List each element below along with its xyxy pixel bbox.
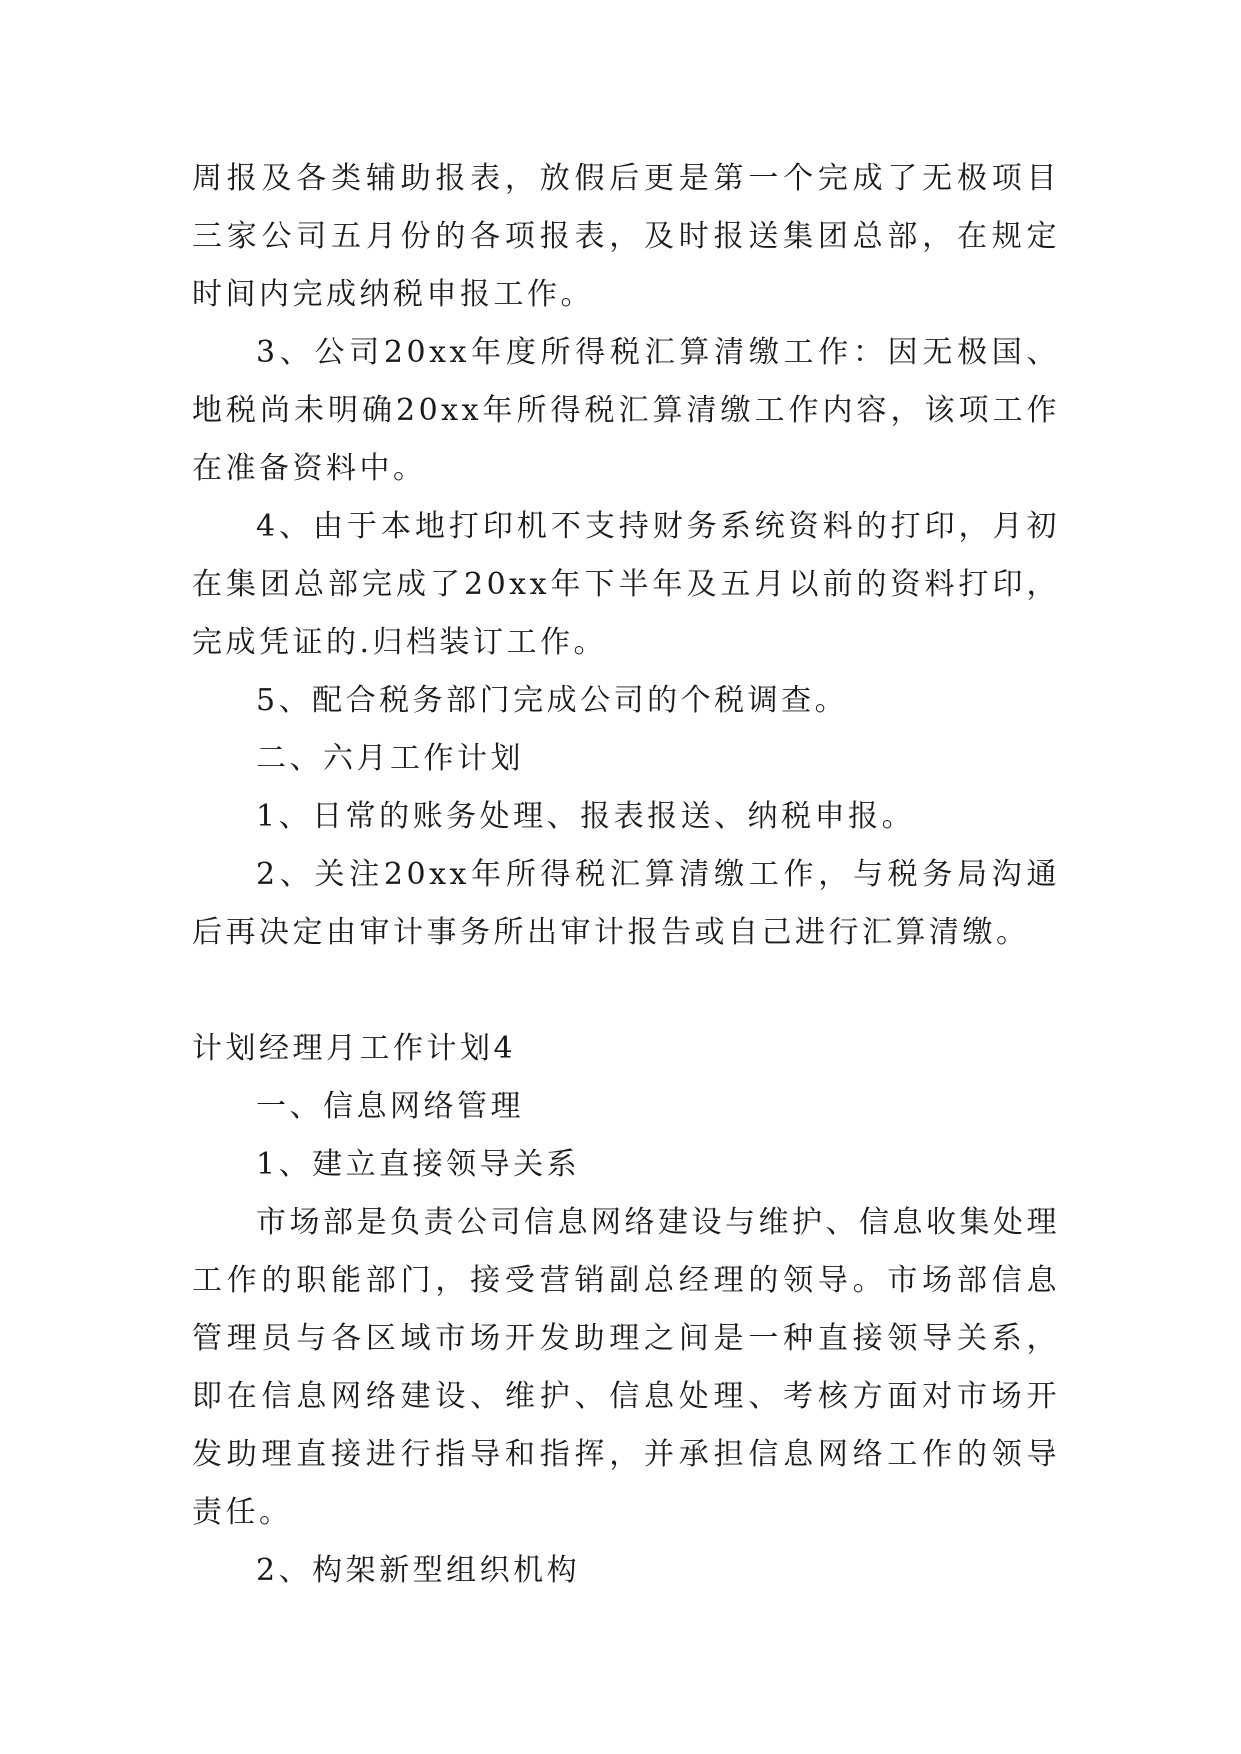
paragraph-continuation: 周报及各类辅助报表，放假后更是第一个完成了无极项目三家公司五月份的各项报表，及时报送集团总部，在规定时间内完成纳税申报工作。 (192, 161, 1060, 312)
paragraph-item-4: 4、由于本地打印机不支持财务系统资料的打印，月初在集团总部完成了20xx年下半年及五月以前的资料打印，完成凭证的.归档装订工作。 (192, 509, 1060, 660)
paragraph-item-3: 3、公司20xx年度所得税汇算清缴工作：因无极国、地税尚未明确20xx年所得税汇算清缴工作内容，该项工作在准备资料中。 (192, 335, 1060, 486)
paragraph-market-department: 市场部是负责公司信息网络建设与维护、信息收集处理工作的职能部门，接受营销副总经理的领导。市场部信息管理员与各区域市场开发助理之间是一种直接领导关系，即在信息网络建设、维护、信息处理、考核方面对市场开发助理直接进行指导和指挥，并承担信息网络工作的领导责任。 (192, 1205, 1060, 1530)
subheading-organization: 2、构架新型组织机构 (256, 1553, 581, 1588)
subheading-direct-leadership: 1、建立直接领导关系 (256, 1147, 581, 1182)
paragraph-item-5: 5、配合税务部门完成公司的个税调查。 (256, 683, 849, 718)
document-body (192, 150, 1060, 1600)
section-title: 计划经理月工作计划4 (192, 1031, 517, 1066)
blank-line (192, 962, 1060, 1020)
subheading-info-network: 一、信息网络管理 (256, 1089, 524, 1124)
paragraph-plan-1: 1、日常的账务处理、报表报送、纳税申报。 (256, 799, 916, 834)
paragraph-plan-2: 2、关注20xx年所得税汇算清缴工作，与税务局沟通后再决定由审计事务所出审计报告或自己进行汇算清缴。 (192, 857, 1060, 950)
subheading-june-plan: 二、六月工作计划 (256, 741, 524, 776)
